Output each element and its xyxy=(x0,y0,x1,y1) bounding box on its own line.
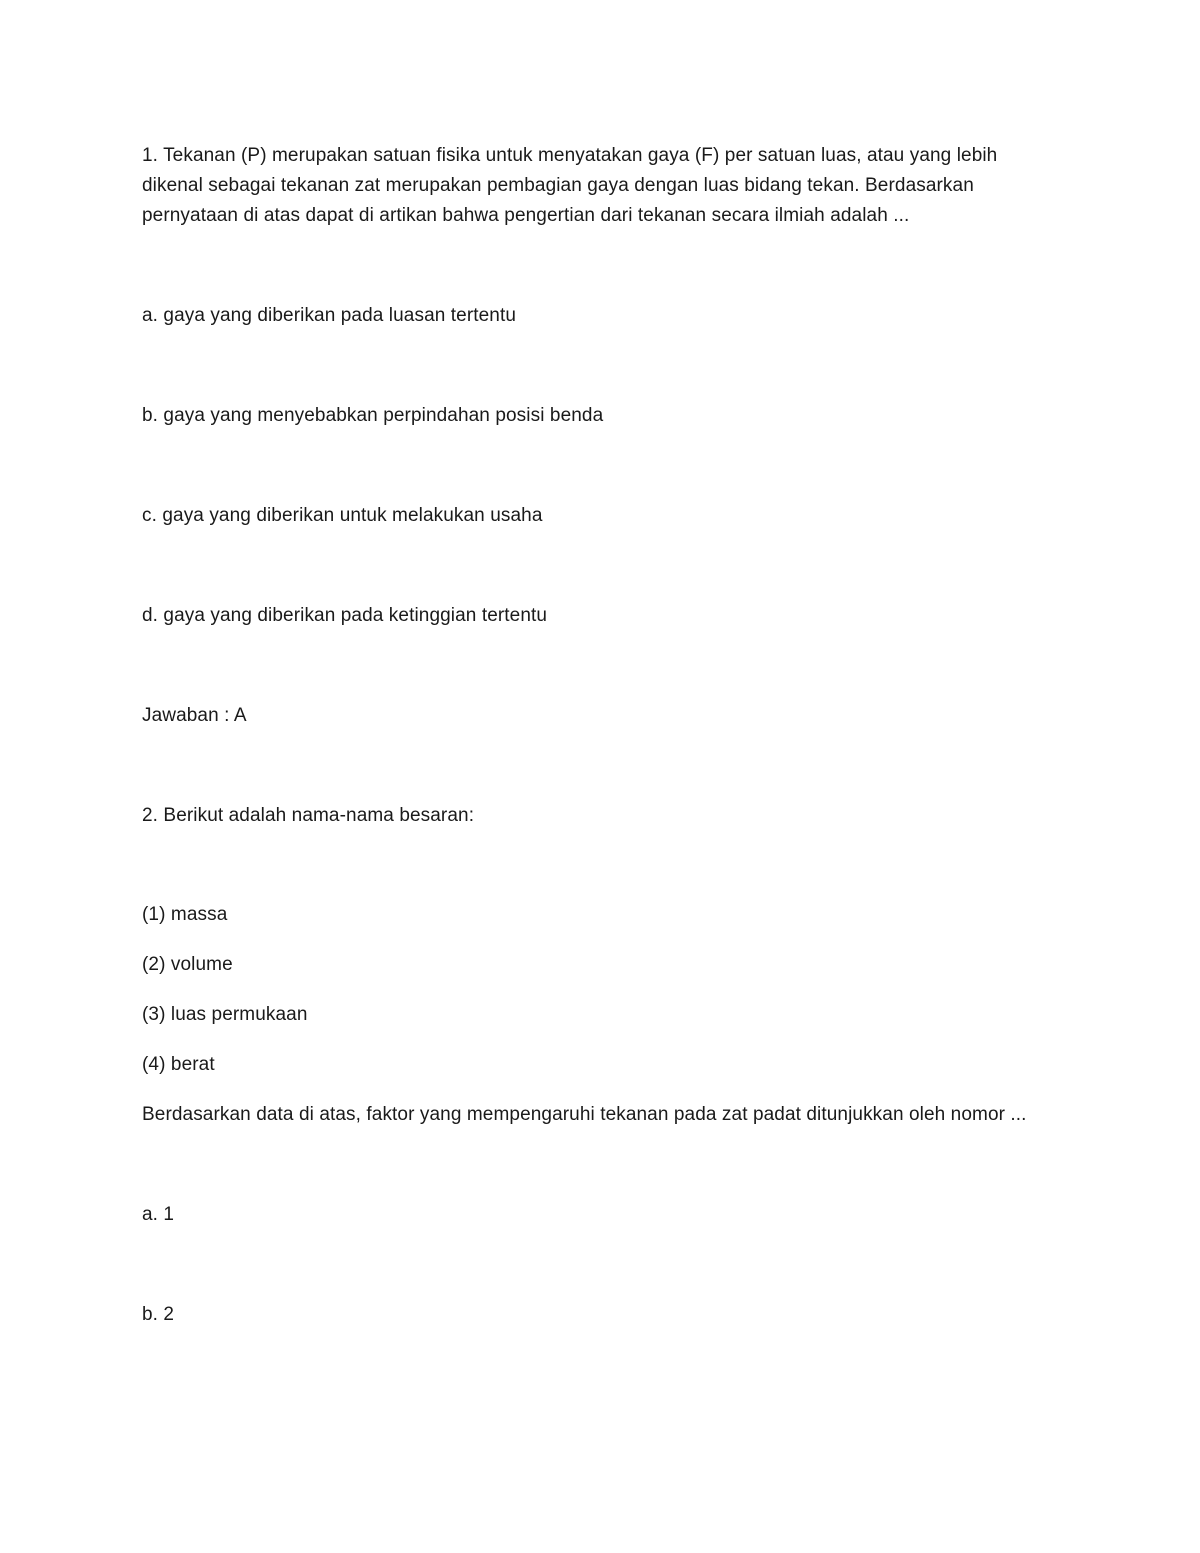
question-2-item-4: (4) berat xyxy=(142,1054,215,1075)
question-2-option-b: b. 2 xyxy=(142,1304,175,1325)
question-1-option-a: a. gaya yang diberikan pada luasan tertentu xyxy=(142,305,517,326)
question-2-option-a: a. 1 xyxy=(142,1204,175,1225)
question-1-text: 1. Tekanan (P) merupakan satuan fisika untuk menyatakan gaya (F) per satuan luas, atau yang lebih dikenal sebagai tekanan zat merupakan pembagian gaya dengan luas bidang tekan. Berdasarkan pernyataan di atas dapat di artikan bahwa pengertian dari tekanan secara ilmiah adalah ... xyxy=(142,145,998,226)
question-1-option-d: d. gaya yang diberikan pada ketinggian tertentu xyxy=(142,605,548,626)
question-2-prompt: Berdasarkan data di atas, faktor yang mempengaruhi tekanan pada zat padat ditunjukkan oleh nomor ... xyxy=(142,1104,1027,1125)
question-1-option-b: b. gaya yang menyebabkan perpindahan posisi benda xyxy=(142,405,604,426)
question-1-answer: Jawaban : A xyxy=(142,705,247,726)
question-2-item-2: (2) volume xyxy=(142,954,233,975)
question-2-intro: 2. Berikut adalah nama-nama besaran: xyxy=(142,805,475,826)
question-2-item-1: (1) massa xyxy=(142,904,228,925)
question-2-item-3: (3) luas permukaan xyxy=(142,1004,308,1025)
question-1-option-c: c. gaya yang diberikan untuk melakukan usaha xyxy=(142,505,543,526)
